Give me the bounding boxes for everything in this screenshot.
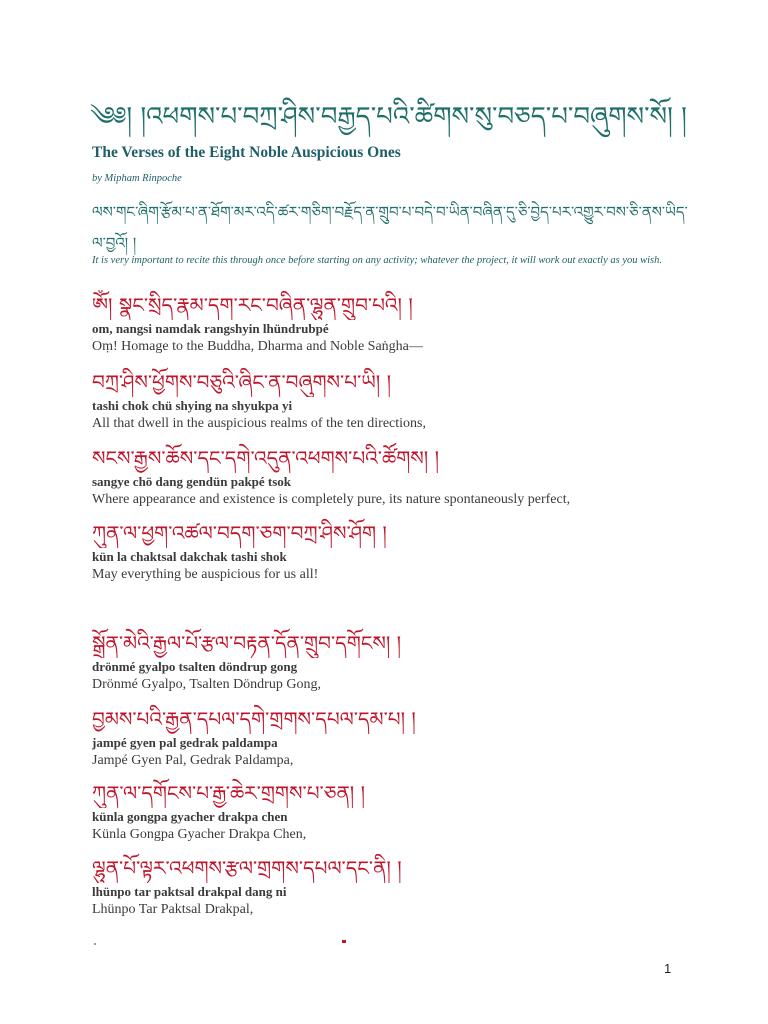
verse-translation: Where appearance and existence is completely pure, its nature spontaneously perfect, (92, 492, 571, 507)
page-number: 1 (664, 961, 672, 976)
verse-tibetan: བཀྲ་ཤིས་ཕྱོགས་བཅུའི་ཞིང་ན་བཞུགས་པ་ཡི། ། (92, 370, 392, 394)
verse-transliteration: tashi chok chü shying na shyukpa yi (92, 398, 293, 413)
author-line: by Mipham Rinpoche (92, 173, 182, 184)
verse-8 (92, 853, 712, 920)
verse-5 (92, 628, 712, 695)
verse-transliteration: kün la chaktsal dakchak tashi shok (92, 549, 287, 564)
verse-translation: Oṃ! Homage to the Buddha, Dharma and Noble Saṅgha— (92, 339, 423, 354)
verse-tibetan: སྒྲོན་མེའི་རྒྱལ་པོ་རྩལ་བརྟན་དོན་གྲུབ་དགོངས། ། (92, 631, 402, 655)
verse-transliteration: lhünpo tar paktsal drakpal dang ni (92, 884, 287, 899)
verse-translation: Drönmé Gyalpo, Tsalten Döndrup Gong, (92, 677, 321, 692)
verse-tibetan: བྱམས་པའི་རྒྱན་དཔལ་དགེ་གྲགས་དཔལ་དམ་པ། ། (92, 707, 416, 731)
verse-transliteration: jampé gyen pal gedrak paldampa (92, 735, 278, 750)
verse-tibetan: སངས་རྒྱས་ཆོས་དང་དགེ་འདུན་འཕགས་པའི་ཚོགས། ། (92, 446, 440, 470)
verse-tibetan: ཀུན་ལ་དགོངས་པ་རྒྱ་ཆེར་གྲགས་པ་ཅན། ། (92, 781, 366, 805)
verse-transliteration: sangye chö dang gendün pakpé tsok (92, 474, 292, 489)
cutoff-text-fragment (92, 938, 362, 946)
verse-translation: Lhünpo Tar Paktsal Drakpal, (92, 902, 254, 917)
verse-6 (92, 704, 712, 771)
page-title: The Verses of the Eight Noble Auspicious Ones (92, 144, 401, 161)
verse-translation: All that dwell in the auspicious realms of the ten directions, (92, 416, 426, 431)
verse-tibetan: ཨོཾ། སྣང་སྲིད་རྣམ་དག་རང་བཞིན་ལྷུན་གྲུབ་པའི། ། (92, 293, 413, 317)
intro-english: It is very important to recite this through once before starting on any activity; whatever the project, it will work out exactly as you wish. (92, 255, 663, 266)
verse-translation: Künla Gongpa Gyacher Drakpa Chen, (92, 827, 307, 842)
verse-translation: May everything be auspicious for us all! (92, 567, 319, 582)
verse-transliteration: om, nangsi namdak rangshyin lhündrubpé (92, 321, 329, 336)
verse-2 (92, 367, 712, 434)
verse-4 (92, 518, 712, 585)
tibetan-intro: ལས་གང་ཞིག་རྩོམ་པ་ན་ཐོག་མར་འདི་ཚར་གཅིག་བརྗོད་ན་གྲུབ་པ་བདེ་བ་ཡིན་བཞིན་དུ་ཅི་བྱེད་པར་འགྱུར་བས་ཅི་ནས་ཡིད་ལ་བྱའོ། ། (92, 203, 688, 252)
tibetan-title: ༄༅། །འཕགས་པ་བཀྲ་ཤིས་བརྒྱད་པའི་ཚིགས་སུ་བཅད་པ་བཞུགས་སོ། ། (90, 102, 687, 132)
verse-transliteration: drönmé gyalpo tsalten döndrup gong (92, 659, 298, 674)
verse-translation: Jampé Gyen Pal, Gedrak Paldampa, (92, 753, 294, 768)
verse-1 (92, 290, 712, 357)
verse-transliteration: künla gongpa gyacher drakpa chen (92, 809, 288, 824)
verse-tibetan: ལྷུན་པོ་ལྟར་འཕགས་རྩལ་གྲགས་དཔལ་དང་ནི། ། (92, 856, 402, 880)
verse-3 (92, 443, 712, 510)
verse-tibetan: ཀུན་ལ་ཕྱག་འཚལ་བདག་ཅག་བཀྲ་ཤིས་ཤོག ། (92, 521, 387, 545)
verse-7 (92, 778, 712, 845)
